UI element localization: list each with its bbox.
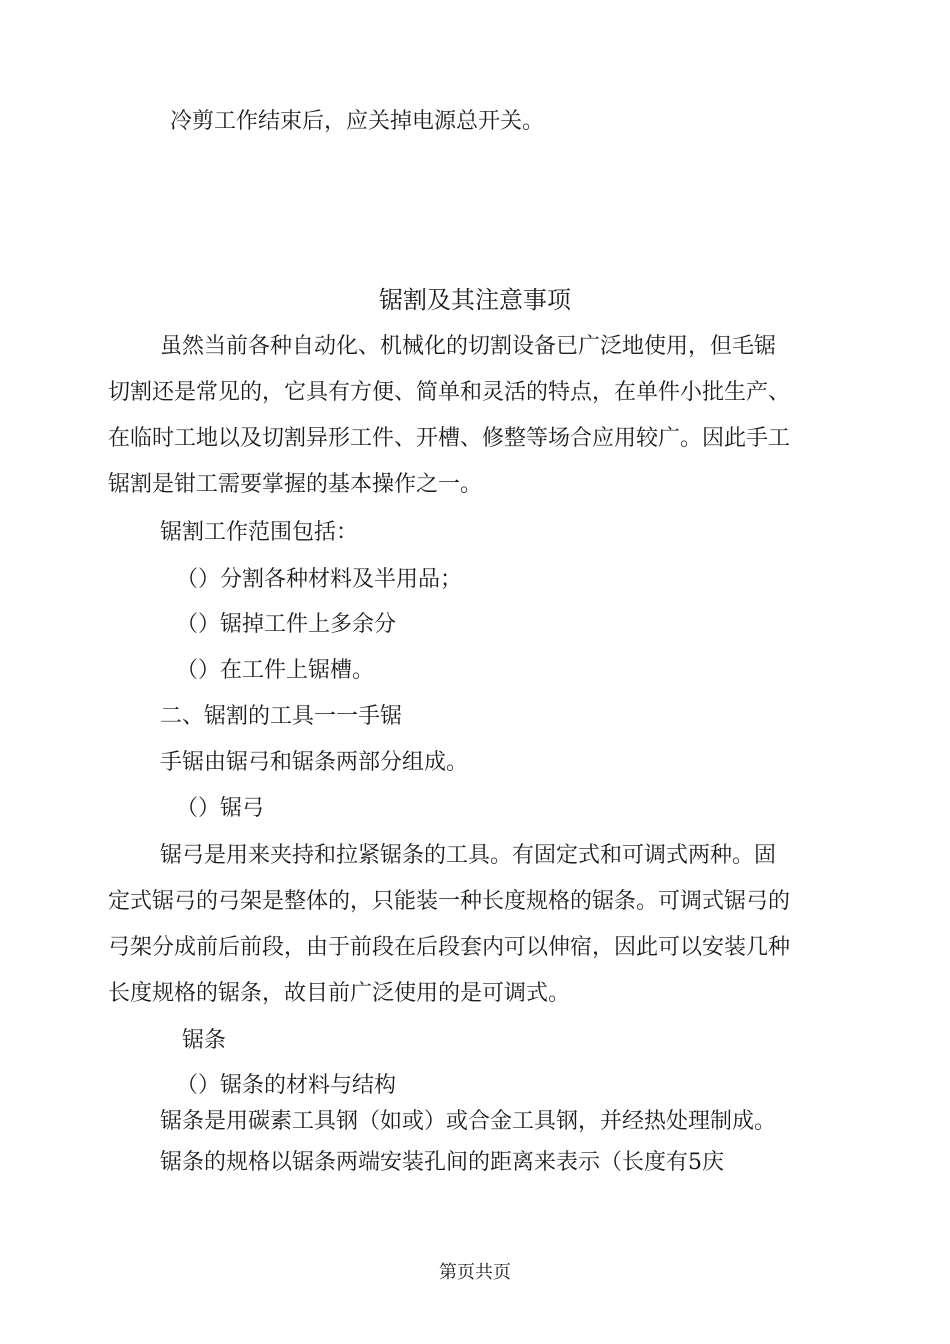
bow-line: 长度规格的锯条，故目前广泛使用的是可调式。 — [108, 981, 571, 1006]
bow-line: 定式锯弓的弓架是整体的，只能装一种长度规格的锯条。可调式锯弓的 — [108, 889, 791, 914]
intro-line: 虽然当前各种自动化、机械化的切割设备已广泛地使用，但毛锯 — [160, 334, 777, 359]
blade-sub-heading: （）锯条的材料与结构 — [176, 1073, 397, 1098]
tool-heading: 二、锯割的工具一一手锯 — [160, 704, 403, 729]
blade-line: 锯条的规格以锯条两端安装孔间的距离来表示（长度有5庆 — [160, 1150, 724, 1175]
intro-line: 在临时工地以及切割异形工件、开槽、修整等场合应用较广。因此手工 — [108, 426, 791, 451]
bow-line: 弓架分成前后前段，由于前段在后段套内可以伸宿，因此可以安装几种 — [108, 935, 791, 960]
intro-line: 切割还是常见的，它具有方便、简单和灵活的特点，在单件小批生产、 — [108, 380, 791, 405]
bow-line: 锯弓是用来夹持和拉紧锯条的工具。有固定式和可调式两种。固 — [160, 843, 777, 868]
page-footer: 第页共页 — [439, 1262, 511, 1283]
scope-item: （）分割各种材料及半用品； — [176, 567, 463, 592]
intro-line: 锯割是钳工需要掌握的基本操作之一。 — [108, 472, 483, 497]
scope-item: （）在工件上锯槽。 — [176, 658, 375, 683]
scope-item: （）锯掉工件上多余分 — [176, 612, 397, 637]
blade-line: 锯条是用碳素工具钢（如或）或合金工具钢，并经热处理制成。 — [160, 1109, 777, 1134]
section-title: 锯割及其注意事项 — [379, 286, 571, 314]
bow-heading: （）锯弓 — [176, 796, 265, 821]
scope-heading: 锯割工作范围包括： — [160, 520, 359, 545]
top-note: 冷剪工作结束后，应关掉电源总开关。 — [170, 109, 545, 134]
blade-heading: 锯条 — [182, 1028, 227, 1053]
tool-intro: 手锯由锯弓和锯条两部分组成。 — [160, 750, 469, 775]
